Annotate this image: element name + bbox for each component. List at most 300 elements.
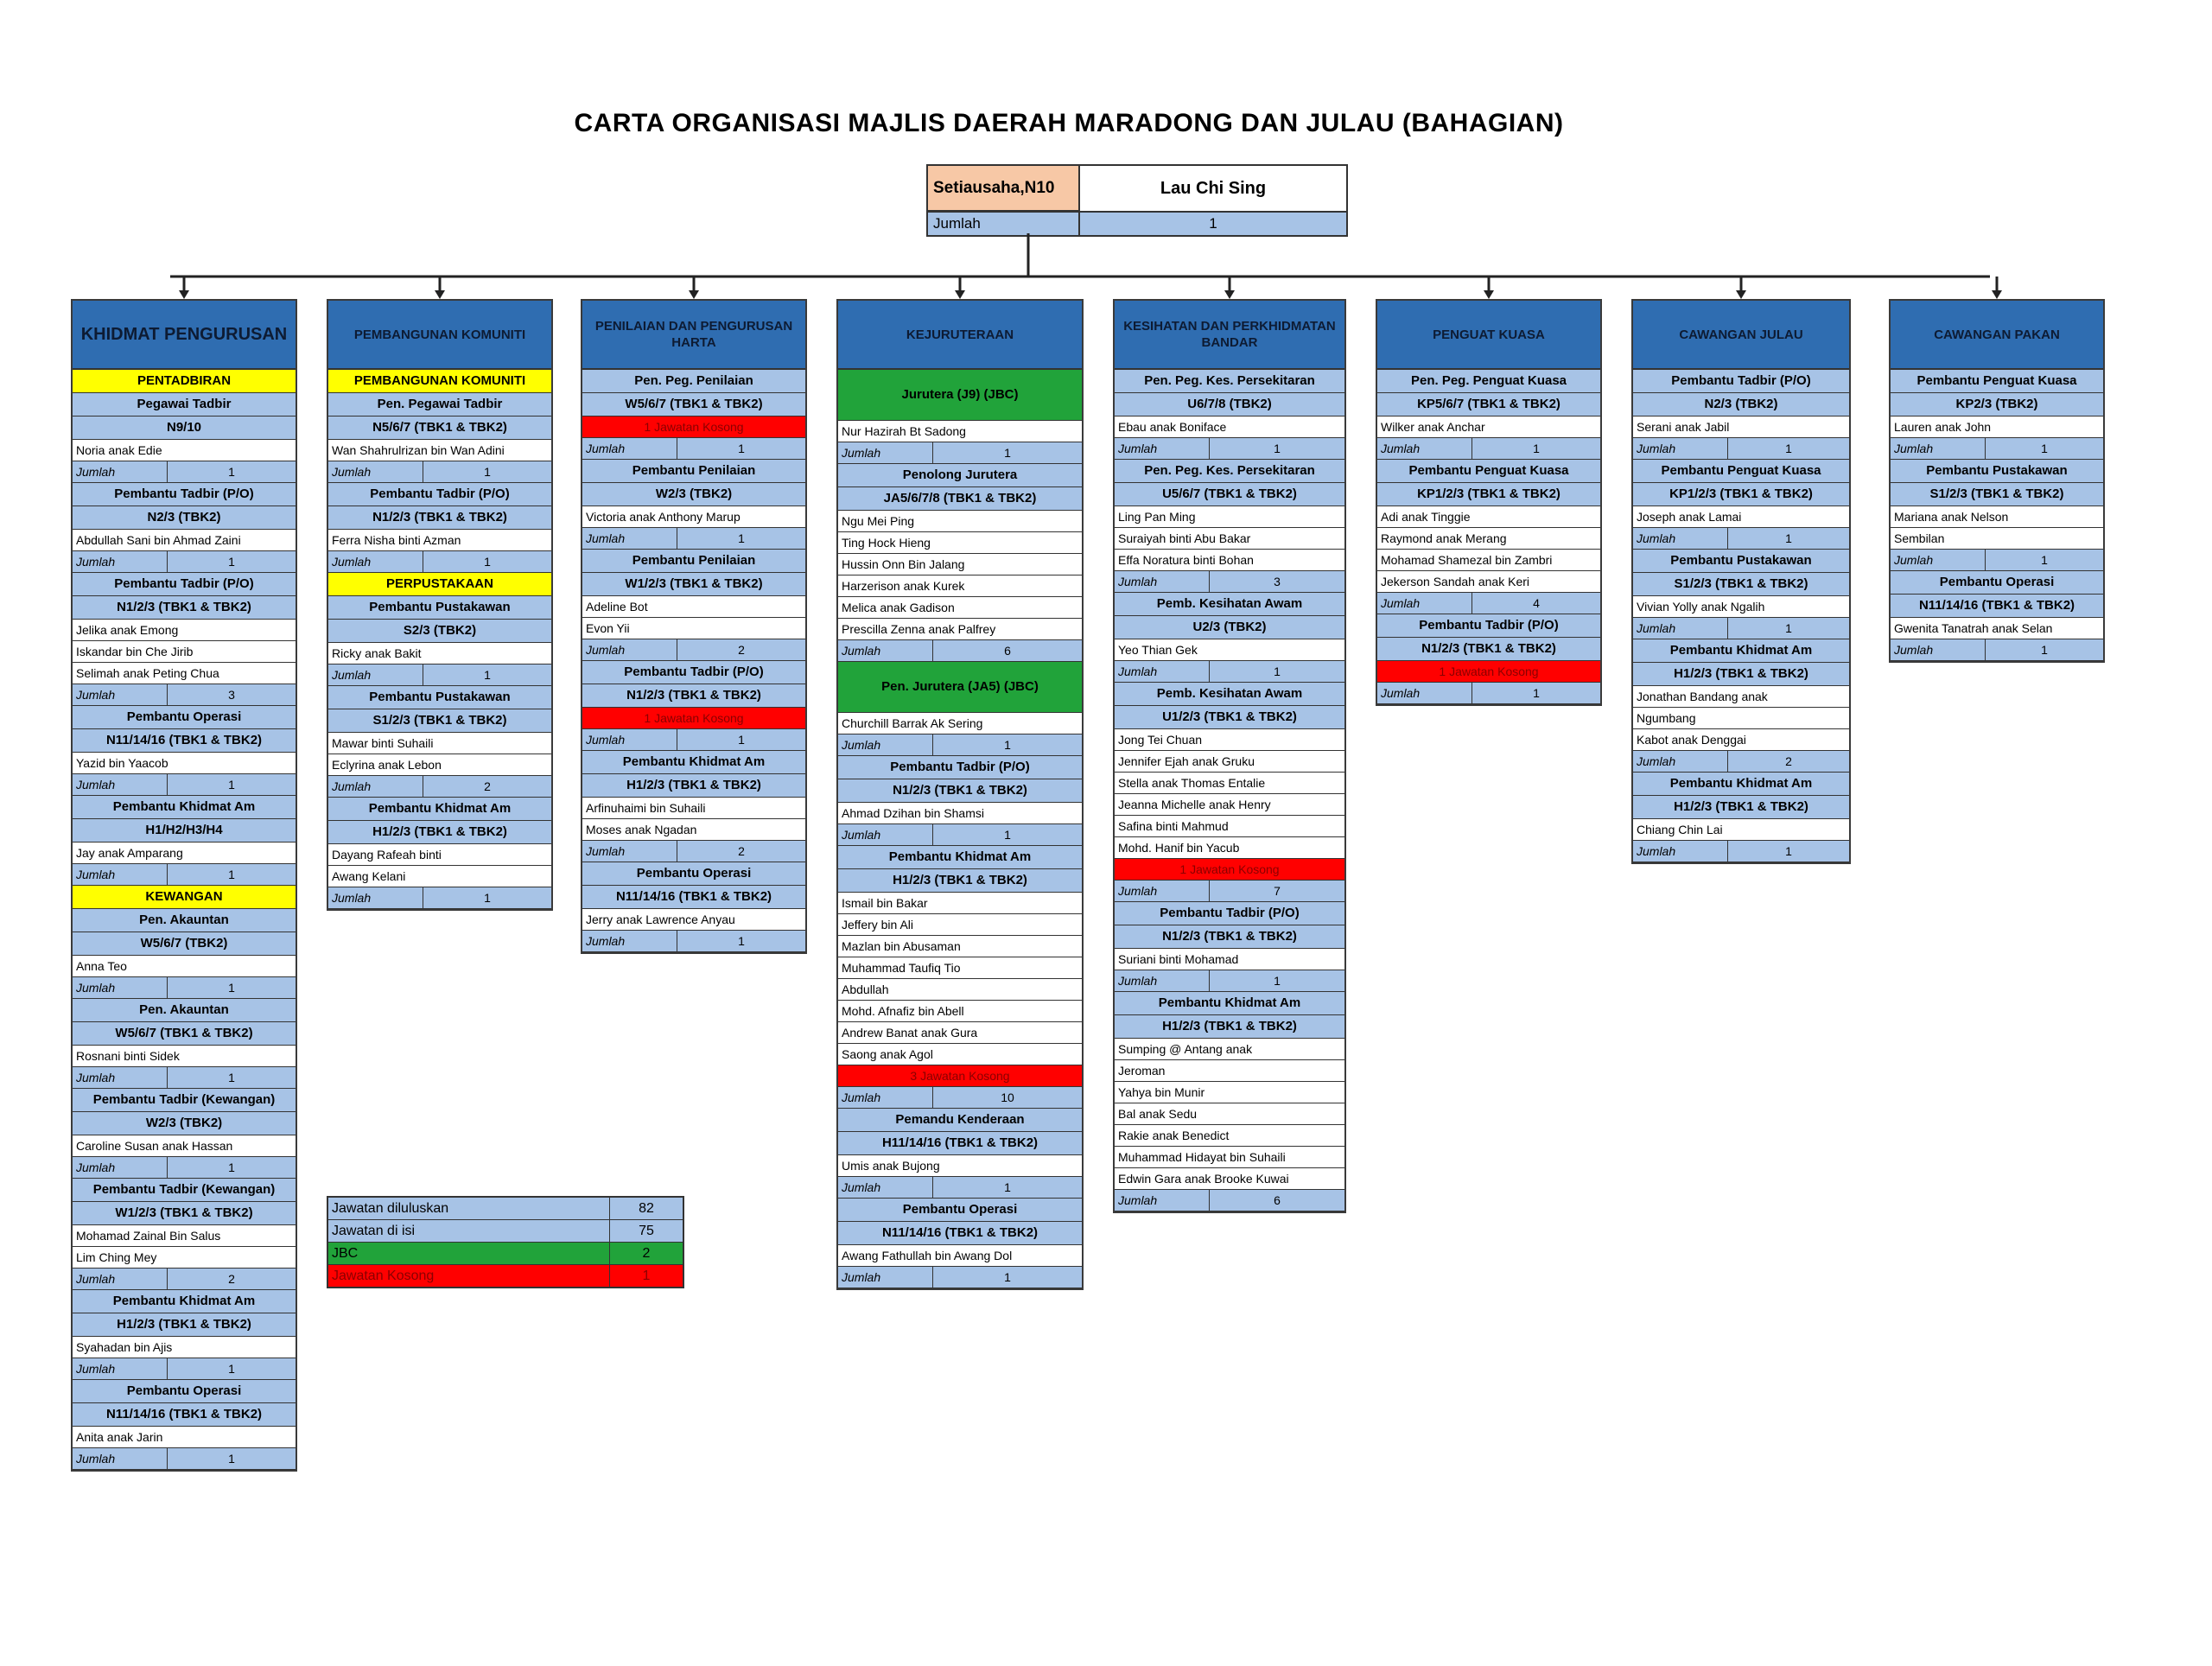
jumlah-value: 3 bbox=[1274, 575, 1281, 588]
jumlah-value: 10 bbox=[1001, 1091, 1014, 1104]
staff-name: Churchill Barrak Ak Sering bbox=[838, 713, 1082, 734]
staff-name: Serani anak Jabil bbox=[1633, 416, 1849, 438]
position-title: N11/14/16 (TBK1 & TBK2) bbox=[73, 1403, 296, 1427]
jumlah-row bbox=[838, 442, 1082, 464]
jumlah-row bbox=[1633, 841, 1849, 862]
jbc-position-title: Pen. Jurutera (JA5) (JBC) bbox=[838, 662, 1082, 713]
position-title: Pembantu Penguat Kuasa bbox=[1891, 370, 2103, 393]
jumlah-label: Jumlah bbox=[73, 977, 168, 998]
position-title: N11/14/16 (TBK1 & TBK2) bbox=[1891, 595, 2103, 618]
jumlah-value: 1 bbox=[1004, 446, 1011, 460]
position-title: Pen. Peg. Kes. Persekitaran bbox=[1115, 460, 1344, 483]
position-title: Pembantu Operasi bbox=[73, 1380, 296, 1403]
jumlah-label: Jumlah bbox=[582, 639, 677, 660]
staff-name: Stella anak Thomas Entalie bbox=[1115, 773, 1344, 794]
staff-name: Noria anak Edie bbox=[73, 440, 296, 461]
jumlah-value: 1 bbox=[228, 465, 235, 479]
staff-name: Jonathan Bandang anak bbox=[1633, 686, 1849, 708]
staff-name: Jeroman bbox=[1115, 1060, 1344, 1082]
staff-name: Sembilan bbox=[1891, 528, 2103, 550]
jumlah-value: 1 bbox=[484, 891, 491, 905]
jumlah-label: Jumlah bbox=[1115, 970, 1210, 991]
position-title: N5/6/7 (TBK1 & TBK2) bbox=[328, 416, 551, 440]
jumlah-label: Jumlah bbox=[73, 774, 168, 795]
jumlah-row bbox=[1633, 528, 1849, 550]
jumlah-row bbox=[838, 1087, 1082, 1109]
staff-name: Ferra Nisha binti Azman bbox=[328, 530, 551, 551]
jumlah-row bbox=[582, 729, 805, 751]
position-title: KP1/2/3 (TBK1 & TBK2) bbox=[1633, 483, 1849, 506]
connector-arrowhead bbox=[179, 290, 189, 299]
department-header: KEJURUTERAAN bbox=[838, 301, 1082, 370]
section-header: PERPUSTAKAAN bbox=[328, 573, 551, 596]
jumlah-label: Jumlah bbox=[582, 438, 677, 459]
position-title: Pembantu Penguat Kuasa bbox=[1633, 460, 1849, 483]
connector-arrowhead bbox=[1736, 290, 1746, 299]
staff-name: Bal anak Sedu bbox=[1115, 1103, 1344, 1125]
jumlah-value: 1 bbox=[738, 531, 745, 545]
jumlah-value: 2 bbox=[484, 779, 491, 793]
position-title: Pembantu Tadbir (P/O) bbox=[1633, 370, 1849, 393]
jumlah-row bbox=[73, 461, 296, 483]
jumlah-label: Jumlah bbox=[1377, 683, 1472, 703]
jumlah-label: Jumlah bbox=[1633, 438, 1728, 459]
position-title: Penolong Jurutera bbox=[838, 464, 1082, 487]
position-title: N1/2/3 (TBK1 & TBK2) bbox=[1115, 925, 1344, 949]
jumlah-label: Jumlah bbox=[838, 1267, 933, 1288]
department-column bbox=[836, 299, 1084, 1290]
jumlah-row bbox=[1377, 683, 1600, 704]
position-title: U5/6/7 (TBK1 & TBK2) bbox=[1115, 483, 1344, 506]
jumlah-value: 1 bbox=[738, 934, 745, 948]
staff-name: Jekerson Sandah anak Keri bbox=[1377, 571, 1600, 593]
jumlah-value: 1 bbox=[1785, 442, 1792, 455]
jumlah-value: 1 bbox=[1274, 974, 1281, 988]
staff-name: Mohd. Hanif bin Yacub bbox=[1115, 837, 1344, 859]
department-column bbox=[71, 299, 297, 1472]
jumlah-label: Jumlah bbox=[838, 824, 933, 845]
position-title: Pembantu Penguat Kuasa bbox=[1377, 460, 1600, 483]
department-header: KESIHATAN DAN PERKHIDMATAN BANDAR bbox=[1115, 301, 1344, 370]
position-title: Pembantu Operasi bbox=[582, 862, 805, 886]
position-title: U2/3 (TBK2) bbox=[1115, 616, 1344, 639]
position-title: Pemb. Kesihatan Awam bbox=[1115, 593, 1344, 616]
jumlah-value: 1 bbox=[1004, 1270, 1011, 1284]
jumlah-label: Jumlah bbox=[73, 864, 168, 885]
position-title: H11/14/16 (TBK1 & TBK2) bbox=[838, 1132, 1082, 1155]
staff-name: Lauren anak John bbox=[1891, 416, 2103, 438]
jumlah-value: 1 bbox=[228, 1362, 235, 1376]
staff-name: Sumping @ Antang anak bbox=[1115, 1039, 1344, 1060]
jumlah-row bbox=[1377, 593, 1600, 614]
vacancy-row: 1 Jawatan Kosong bbox=[1115, 859, 1344, 881]
summary-row bbox=[328, 1198, 683, 1220]
summary-label: Jawatan Kosong bbox=[328, 1265, 610, 1287]
staff-name: Adi anak Tinggie bbox=[1377, 506, 1600, 528]
position-title: Pembantu Pustakawan bbox=[328, 596, 551, 620]
staff-name: Jong Tei Chuan bbox=[1115, 729, 1344, 751]
staff-name: Evon Yii bbox=[582, 618, 805, 639]
jumlah-row bbox=[73, 1358, 296, 1380]
jumlah-label: Jumlah bbox=[1633, 618, 1728, 639]
staff-name: Prescilla Zenna anak Palfrey bbox=[838, 619, 1082, 640]
jumlah-value: 1 bbox=[484, 465, 491, 479]
jumlah-row bbox=[1115, 1190, 1344, 1211]
section-header: PEMBANGUNAN KOMUNITI bbox=[328, 370, 551, 393]
department-header: PENGUAT KUASA bbox=[1377, 301, 1600, 370]
jbc-position-title: Jurutera (J9) (JBC) bbox=[838, 370, 1082, 421]
position-title: W5/6/7 (TBK1 & TBK2) bbox=[582, 393, 805, 416]
position-title: KP1/2/3 (TBK1 & TBK2) bbox=[1377, 483, 1600, 506]
jumlah-row bbox=[1115, 438, 1344, 460]
jumlah-value: 1 bbox=[738, 733, 745, 747]
jumlah-label: Jumlah bbox=[73, 461, 168, 482]
position-title: W5/6/7 (TBK1 & TBK2) bbox=[73, 1022, 296, 1046]
jumlah-label: Jumlah bbox=[1633, 528, 1728, 549]
top-position-title: Setiausaha,N10 bbox=[928, 166, 1080, 211]
jumlah-label: Jumlah bbox=[1633, 841, 1728, 862]
jumlah-label: Jumlah bbox=[73, 1448, 168, 1469]
jumlah-value: 1 bbox=[228, 555, 235, 569]
connector-arrowhead bbox=[1224, 290, 1235, 299]
jumlah-value: 1 bbox=[228, 1071, 235, 1084]
position-title: H1/H2/H3/H4 bbox=[73, 819, 296, 843]
staff-name: Ebau anak Boniface bbox=[1115, 416, 1344, 438]
department-column bbox=[1631, 299, 1851, 864]
jumlah-row bbox=[328, 887, 551, 909]
jumlah-label: Jumlah bbox=[328, 551, 423, 572]
jumlah-row bbox=[1891, 639, 2103, 661]
position-title: Pembantu Tadbir (P/O) bbox=[1115, 902, 1344, 925]
jumlah-value: 1 bbox=[484, 555, 491, 569]
jumlah-value: 3 bbox=[228, 688, 235, 702]
position-title: N2/3 (TBK2) bbox=[1633, 393, 1849, 416]
staff-name: Harzerison anak Kurek bbox=[838, 575, 1082, 597]
jumlah-value: 1 bbox=[228, 981, 235, 995]
position-title: Pen. Peg. Penilaian bbox=[582, 370, 805, 393]
position-title: Pembantu Khidmat Am bbox=[582, 751, 805, 774]
connector-arrowhead bbox=[1992, 290, 2002, 299]
staff-name: Yazid bin Yaacob bbox=[73, 753, 296, 774]
position-title: Pembantu Pustakawan bbox=[1891, 460, 2103, 483]
position-title: Pembantu Tadbir (Kewangan) bbox=[73, 1179, 296, 1202]
jumlah-value: 1 bbox=[2041, 553, 2048, 567]
staff-name: Iskandar bin Che Jirib bbox=[73, 641, 296, 663]
jumlah-value: 4 bbox=[1533, 596, 1540, 610]
position-title: N11/14/16 (TBK1 & TBK2) bbox=[582, 886, 805, 909]
staff-name: Awang Kelani bbox=[328, 866, 551, 887]
position-title: Pembantu Khidmat Am bbox=[73, 796, 296, 819]
vacancy-row: 1 Jawatan Kosong bbox=[582, 708, 805, 729]
staff-name: Joseph anak Lamai bbox=[1633, 506, 1849, 528]
jumlah-value: 1 bbox=[484, 668, 491, 682]
summary-row bbox=[328, 1243, 683, 1265]
vacancy-row: 1 Jawatan Kosong bbox=[582, 416, 805, 438]
jumlah-label: Jumlah bbox=[1891, 550, 1986, 570]
staff-name: Wan Shahrulrizan bin Wan Adini bbox=[328, 440, 551, 461]
jumlah-row bbox=[838, 824, 1082, 846]
jumlah-row bbox=[73, 977, 296, 999]
staff-name: Suraiyah binti Abu Bakar bbox=[1115, 528, 1344, 550]
summary-label: Jawatan di isi bbox=[328, 1220, 610, 1242]
position-title: H1/2/3 (TBK1 & TBK2) bbox=[1115, 1015, 1344, 1039]
department-header: KHIDMAT PENGURUSAN bbox=[73, 301, 296, 370]
position-title: Pen. Akauntan bbox=[73, 909, 296, 932]
position-title: N1/2/3 (TBK1 & TBK2) bbox=[838, 779, 1082, 803]
position-title: N9/10 bbox=[73, 416, 296, 440]
staff-name: Chiang Chin Lai bbox=[1633, 819, 1849, 841]
jumlah-label: Jumlah bbox=[838, 1177, 933, 1198]
jumlah-row bbox=[1891, 550, 2103, 571]
jumlah-row bbox=[582, 438, 805, 460]
vacancy-row: 3 Jawatan Kosong bbox=[838, 1065, 1082, 1087]
position-title: Pembantu Pustakawan bbox=[1633, 550, 1849, 573]
staff-name: Anna Teo bbox=[73, 956, 296, 977]
position-title: U6/7/8 (TBK2) bbox=[1115, 393, 1344, 416]
staff-name: Jeanna Michelle anak Henry bbox=[1115, 794, 1344, 816]
jumlah-label: Jumlah bbox=[73, 1358, 168, 1379]
department-column bbox=[1889, 299, 2105, 663]
jumlah-label: Jumlah bbox=[1115, 661, 1210, 682]
section-header: KEWANGAN bbox=[73, 886, 296, 909]
department-column bbox=[581, 299, 807, 954]
staff-name: Jeffery bin Ali bbox=[838, 914, 1082, 936]
position-title: Pen. Akauntan bbox=[73, 999, 296, 1022]
position-title: H1/2/3 (TBK1 & TBK2) bbox=[838, 869, 1082, 893]
position-title: N1/2/3 (TBK1 & TBK2) bbox=[328, 506, 551, 530]
staff-name: Safina binti Mahmud bbox=[1115, 816, 1344, 837]
staff-name: Jay anak Amparang bbox=[73, 843, 296, 864]
staff-name: Mariana anak Nelson bbox=[1891, 506, 2103, 528]
jumlah-label: Jumlah bbox=[1633, 751, 1728, 772]
jumlah-label: Jumlah bbox=[838, 442, 933, 463]
position-title: U1/2/3 (TBK1 & TBK2) bbox=[1115, 706, 1344, 729]
jumlah-row bbox=[73, 774, 296, 796]
staff-name: Effa Noratura binti Bohan bbox=[1115, 550, 1344, 571]
position-title: Pembantu Tadbir (Kewangan) bbox=[73, 1089, 296, 1112]
top-position-name: Lau Chi Sing bbox=[1160, 178, 1267, 198]
position-title: H1/2/3 (TBK1 & TBK2) bbox=[1633, 663, 1849, 686]
staff-name: Wilker anak Anchar bbox=[1377, 416, 1600, 438]
staff-name: Ngumbang bbox=[1633, 708, 1849, 729]
jumlah-row bbox=[73, 551, 296, 573]
position-title: Pembantu Tadbir (P/O) bbox=[1377, 614, 1600, 638]
staff-name: Ling Pan Ming bbox=[1115, 506, 1344, 528]
position-title: N11/14/16 (TBK1 & TBK2) bbox=[73, 729, 296, 753]
jumlah-row bbox=[73, 1448, 296, 1470]
jumlah-label: Jumlah bbox=[1115, 571, 1210, 592]
staff-name: Mohamad Zainal Bin Salus bbox=[73, 1225, 296, 1247]
jumlah-row bbox=[73, 1269, 296, 1290]
position-title: Pen. Peg. Kes. Persekitaran bbox=[1115, 370, 1344, 393]
jumlah-label: Jumlah bbox=[582, 841, 677, 862]
position-title: Pembantu Operasi bbox=[838, 1199, 1082, 1222]
position-title: W1/2/3 (TBK1 & TBK2) bbox=[582, 573, 805, 596]
staff-name: Gwenita Tanatrah anak Selan bbox=[1891, 618, 2103, 639]
jumlah-row bbox=[1633, 438, 1849, 460]
staff-name: Jennifer Ejah anak Gruku bbox=[1115, 751, 1344, 773]
position-title: H1/2/3 (TBK1 & TBK2) bbox=[1633, 796, 1849, 819]
staff-name: Ismail bin Bakar bbox=[838, 893, 1082, 914]
position-title: Pembantu Khidmat Am bbox=[1115, 992, 1344, 1015]
position-title: N1/2/3 (TBK1 & TBK2) bbox=[1377, 638, 1600, 661]
jumlah-label: Jumlah bbox=[1377, 438, 1472, 459]
jumlah-row bbox=[1115, 571, 1344, 593]
staff-name: Umis anak Bujong bbox=[838, 1155, 1082, 1177]
position-title: Pembantu Pustakawan bbox=[328, 686, 551, 709]
jumlah-label: Jumlah bbox=[582, 931, 677, 951]
department-header: PENILAIAN DAN PENGURUSAN HARTA bbox=[582, 301, 805, 370]
position-title: N11/14/16 (TBK1 & TBK2) bbox=[838, 1222, 1082, 1245]
jumlah-value: 1 bbox=[228, 778, 235, 792]
jumlah-row bbox=[73, 684, 296, 706]
staff-name: Hussin Onn Bin Jalang bbox=[838, 554, 1082, 575]
department-header: CAWANGAN PAKAN bbox=[1891, 301, 2103, 370]
jumlah-row bbox=[838, 1177, 1082, 1199]
staff-name: Edwin Gara anak Brooke Kuwai bbox=[1115, 1168, 1344, 1190]
summary-value: 82 bbox=[639, 1201, 654, 1216]
jumlah-row bbox=[838, 1267, 1082, 1288]
jumlah-label: Jumlah bbox=[73, 1157, 168, 1178]
position-title: H1/2/3 (TBK1 & TBK2) bbox=[328, 821, 551, 844]
position-title: Pembantu Tadbir (P/O) bbox=[582, 661, 805, 684]
position-title: H1/2/3 (TBK1 & TBK2) bbox=[582, 774, 805, 798]
position-title: W5/6/7 (TBK2) bbox=[73, 932, 296, 956]
position-title: Pembantu Tadbir (P/O) bbox=[838, 756, 1082, 779]
staff-name: Muhammad Hidayat bin Suhaili bbox=[1115, 1147, 1344, 1168]
jumlah-value: 1 bbox=[1274, 664, 1281, 678]
jumlah-value: 1 bbox=[228, 868, 235, 881]
position-title: Pembantu Operasi bbox=[1891, 571, 2103, 595]
jumlah-row bbox=[328, 776, 551, 798]
jumlah-value: 1 bbox=[1004, 828, 1011, 842]
jumlah-value: 1 bbox=[1785, 531, 1792, 545]
position-title: S1/2/3 (TBK1 & TBK2) bbox=[1633, 573, 1849, 596]
staff-name: Vivian Yolly anak Ngalih bbox=[1633, 596, 1849, 618]
jumlah-row bbox=[582, 841, 805, 862]
jumlah-value: 2 bbox=[738, 643, 745, 657]
staff-name: Ahmad Dzihan bin Shamsi bbox=[838, 803, 1082, 824]
staff-name: Yeo Thian Gek bbox=[1115, 639, 1344, 661]
jumlah-value: 7 bbox=[1274, 884, 1281, 898]
chart-title: CARTA ORGANISASI MAJLIS DAERAH MARADONG DAN JULAU (BAHAGIAN) bbox=[574, 109, 1564, 137]
position-title: H1/2/3 (TBK1 & TBK2) bbox=[73, 1313, 296, 1337]
staff-name: Arfinuhaimi bin Suhaili bbox=[582, 798, 805, 819]
jumlah-label: Jumlah bbox=[73, 1067, 168, 1088]
jumlah-row bbox=[73, 1157, 296, 1179]
section-header: PENTADBIRAN bbox=[73, 370, 296, 393]
position-title: Pembantu Khidmat Am bbox=[838, 846, 1082, 869]
staff-name: Syahadan bin Ajis bbox=[73, 1337, 296, 1358]
jumlah-value: 6 bbox=[1004, 644, 1011, 658]
jumlah-row bbox=[328, 461, 551, 483]
jumlah-label: Jumlah bbox=[1377, 593, 1472, 614]
jumlah-value: 1 bbox=[2041, 643, 2048, 657]
staff-name: Mohamad Shamezal bin Zambri bbox=[1377, 550, 1600, 571]
position-title: S2/3 (TBK2) bbox=[328, 620, 551, 643]
jumlah-value: 2 bbox=[228, 1272, 235, 1286]
jumlah-label: Jumlah bbox=[1115, 1190, 1210, 1211]
connector-arrowhead bbox=[435, 290, 445, 299]
jumlah-label: Jumlah bbox=[582, 528, 677, 549]
staff-name: Raymond anak Merang bbox=[1377, 528, 1600, 550]
position-title: Pembantu Khidmat Am bbox=[1633, 773, 1849, 796]
jumlah-row bbox=[1633, 751, 1849, 773]
position-title: Pembantu Khidmat Am bbox=[1633, 639, 1849, 663]
position-title: KP2/3 (TBK2) bbox=[1891, 393, 2103, 416]
position-title: JA5/6/7/8 (TBK1 & TBK2) bbox=[838, 487, 1082, 511]
staff-name: Muhammad Taufiq Tio bbox=[838, 957, 1082, 979]
staff-name: Nur Hazirah Bt Sadong bbox=[838, 421, 1082, 442]
jumlah-row bbox=[1633, 618, 1849, 639]
staff-name: Victoria anak Anthony Marup bbox=[582, 506, 805, 528]
position-title: Pegawai Tadbir bbox=[73, 393, 296, 416]
summary-row bbox=[328, 1265, 683, 1287]
staff-name: Anita anak Jarin bbox=[73, 1427, 296, 1448]
jumlah-value: 1 bbox=[1533, 686, 1540, 700]
summary-label: Jawatan diluluskan bbox=[328, 1198, 610, 1219]
jumlah-label: Jumlah bbox=[328, 461, 423, 482]
jumlah-label: Jumlah bbox=[582, 729, 677, 750]
staff-name: Mohd. Afnafiz bin Abell bbox=[838, 1001, 1082, 1022]
jumlah-label: Jumlah bbox=[1115, 881, 1210, 901]
staff-name: Dayang Rafeah binti bbox=[328, 844, 551, 866]
position-title: Pembantu Penilaian bbox=[582, 460, 805, 483]
department-column bbox=[327, 299, 553, 911]
position-title: W2/3 (TBK2) bbox=[73, 1112, 296, 1135]
staff-name: Lim Ching Mey bbox=[73, 1247, 296, 1269]
department-header: PEMBANGUNAN KOMUNITI bbox=[328, 301, 551, 370]
jumlah-row bbox=[1377, 438, 1600, 460]
jumlah-row bbox=[582, 528, 805, 550]
position-title: N2/3 (TBK2) bbox=[73, 506, 296, 530]
staff-name: Jelika anak Emong bbox=[73, 620, 296, 641]
jumlah-label: Jumlah bbox=[1891, 438, 1986, 459]
top-jumlah-label: Jumlah bbox=[928, 213, 1080, 235]
jumlah-row bbox=[838, 734, 1082, 756]
summary-value: 2 bbox=[642, 1246, 651, 1261]
position-title: Pen. Pegawai Tadbir bbox=[328, 393, 551, 416]
vacancy-row: 1 Jawatan Kosong bbox=[1377, 661, 1600, 683]
jumlah-value: 1 bbox=[1274, 442, 1281, 455]
summary-value: 75 bbox=[639, 1224, 654, 1238]
staff-name: Rakie anak Benedict bbox=[1115, 1125, 1344, 1147]
jumlah-label: Jumlah bbox=[838, 734, 933, 755]
summary-label: JBC bbox=[328, 1243, 610, 1264]
jumlah-row bbox=[582, 931, 805, 952]
jumlah-row bbox=[73, 864, 296, 886]
top-jumlah-value: 1 bbox=[1209, 215, 1217, 232]
department-column bbox=[1376, 299, 1602, 706]
position-title: S1/2/3 (TBK1 & TBK2) bbox=[1891, 483, 2103, 506]
staff-name: Adeline Bot bbox=[582, 596, 805, 618]
jumlah-value: 2 bbox=[1785, 754, 1792, 768]
staff-name: Mawar binti Suhaili bbox=[328, 733, 551, 754]
jumlah-row bbox=[73, 1067, 296, 1089]
connector-arrowhead bbox=[689, 290, 699, 299]
position-title: W2/3 (TBK2) bbox=[582, 483, 805, 506]
position-title: Pembantu Penilaian bbox=[582, 550, 805, 573]
connector-arrowhead bbox=[1484, 290, 1494, 299]
summary-value: 1 bbox=[642, 1269, 651, 1283]
jumlah-label: Jumlah bbox=[1115, 438, 1210, 459]
staff-name: Melica anak Gadison bbox=[838, 597, 1082, 619]
jumlah-label: Jumlah bbox=[1891, 639, 1986, 660]
jumlah-value: 2 bbox=[738, 844, 745, 858]
jumlah-value: 1 bbox=[228, 1452, 235, 1466]
staff-name: Awang Fathullah bin Awang Dol bbox=[838, 1245, 1082, 1267]
position-title: N1/2/3 (TBK1 & TBK2) bbox=[73, 596, 296, 620]
